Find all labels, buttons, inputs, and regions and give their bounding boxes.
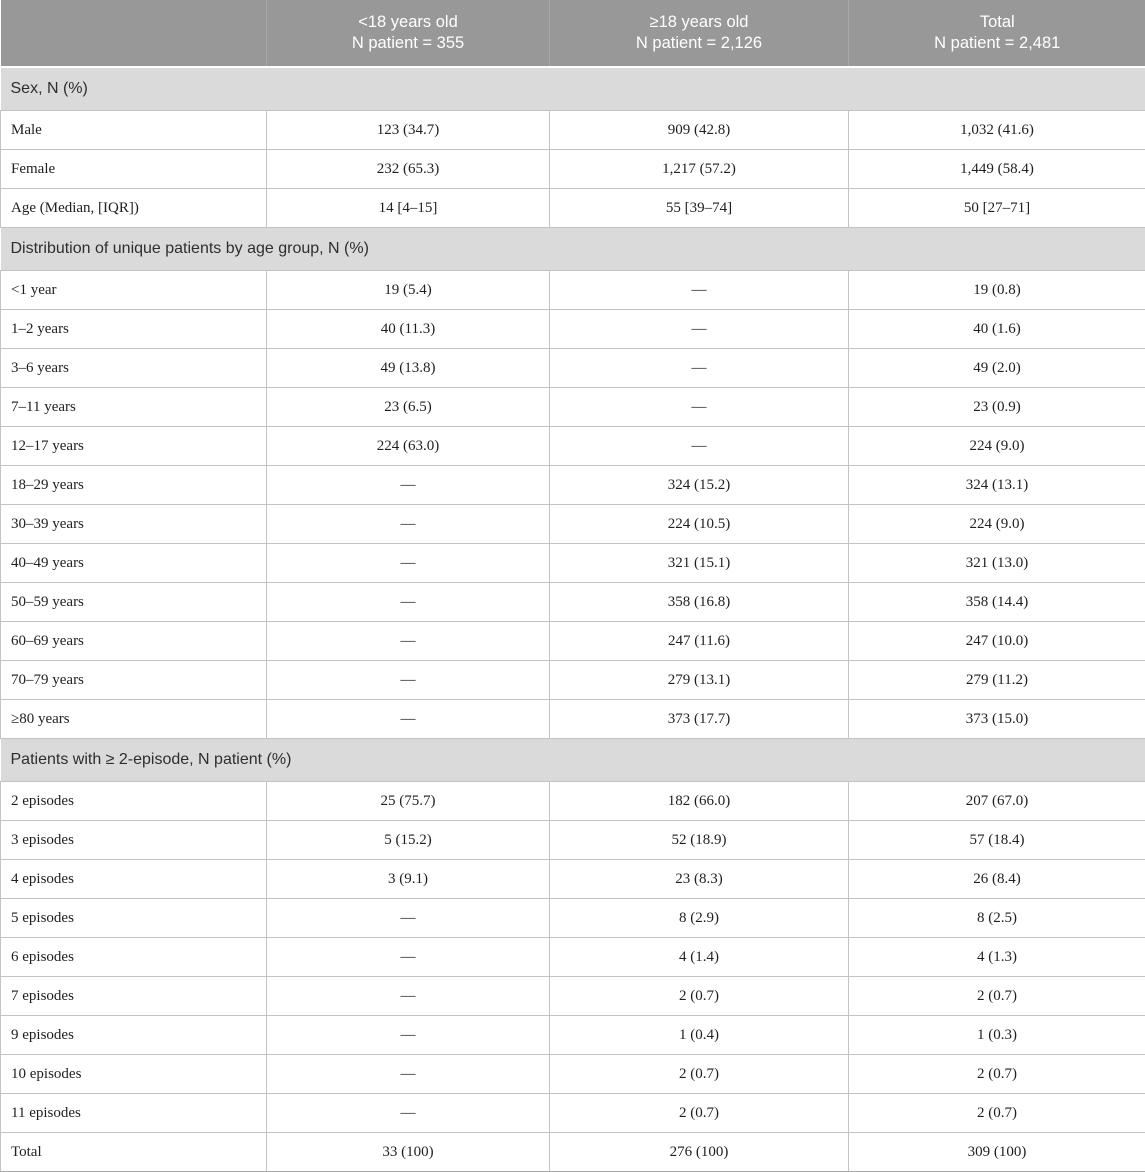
table-row	[1, 111, 1145, 150]
value-cell: 40 (1.6)	[849, 310, 1145, 349]
value-cell: 33 (100)	[267, 1133, 550, 1172]
value-cell: 224 (9.0)	[849, 505, 1145, 544]
value-cell: —	[267, 1016, 550, 1055]
section-title: Sex, N (%)	[1, 67, 1145, 111]
value-cell: 224 (63.0)	[267, 427, 550, 466]
value-cell: —	[550, 349, 849, 388]
value-cell: 5 (15.2)	[267, 821, 550, 860]
table-row	[1, 938, 1145, 977]
row-label-cell: 6 episodes	[1, 938, 267, 977]
value-cell: 19 (0.8)	[849, 271, 1145, 310]
header-subtitle: N patient = 2,481	[849, 33, 1145, 54]
value-cell: 50 [27–71]	[849, 189, 1145, 228]
value-cell: —	[267, 700, 550, 739]
value-cell: 123 (34.7)	[267, 111, 550, 150]
table-row	[1, 150, 1145, 189]
table-row	[1, 349, 1145, 388]
table-row	[1, 860, 1145, 899]
value-cell: 8 (2.5)	[849, 899, 1145, 938]
table-row	[1, 505, 1145, 544]
value-cell: —	[267, 583, 550, 622]
value-cell: 279 (11.2)	[849, 661, 1145, 700]
value-cell: 247 (11.6)	[550, 622, 849, 661]
value-cell: 247 (10.0)	[849, 622, 1145, 661]
table-row	[1, 977, 1145, 1016]
table-row	[1, 821, 1145, 860]
section-header-row	[1, 67, 1145, 111]
value-cell: —	[550, 271, 849, 310]
value-cell: 49 (2.0)	[849, 349, 1145, 388]
value-cell: —	[550, 388, 849, 427]
row-label-cell: Male	[1, 111, 267, 150]
value-cell: —	[267, 899, 550, 938]
table-row	[1, 271, 1145, 310]
header-cell	[550, 0, 849, 67]
row-label-cell: 40–49 years	[1, 544, 267, 583]
table-row	[1, 1094, 1145, 1133]
value-cell: 324 (13.1)	[849, 466, 1145, 505]
value-cell: 2 (0.7)	[849, 1055, 1145, 1094]
table-header	[1, 0, 1145, 67]
value-cell: 55 [39–74]	[550, 189, 849, 228]
value-cell: 358 (14.4)	[849, 583, 1145, 622]
row-label-cell: 5 episodes	[1, 899, 267, 938]
header-cell	[849, 0, 1145, 67]
value-cell: 321 (15.1)	[550, 544, 849, 583]
value-cell: 2 (0.7)	[550, 977, 849, 1016]
row-label-cell: 12–17 years	[1, 427, 267, 466]
table-row	[1, 1055, 1145, 1094]
value-cell: 358 (16.8)	[550, 583, 849, 622]
value-cell: 49 (13.8)	[267, 349, 550, 388]
value-cell: —	[267, 1055, 550, 1094]
value-cell: 1,449 (58.4)	[849, 150, 1145, 189]
row-label-cell: 30–39 years	[1, 505, 267, 544]
row-label-cell: 7–11 years	[1, 388, 267, 427]
table-row	[1, 700, 1145, 739]
table-row	[1, 310, 1145, 349]
value-cell: —	[267, 1094, 550, 1133]
value-cell: 40 (11.3)	[267, 310, 550, 349]
row-label-cell: 4 episodes	[1, 860, 267, 899]
value-cell: 321 (13.0)	[849, 544, 1145, 583]
value-cell: 309 (100)	[849, 1133, 1145, 1172]
table-row	[1, 1016, 1145, 1055]
row-label-cell: 70–79 years	[1, 661, 267, 700]
row-label-cell: 2 episodes	[1, 782, 267, 821]
value-cell: 25 (75.7)	[267, 782, 550, 821]
row-label-cell: 1–2 years	[1, 310, 267, 349]
header-subtitle: N patient = 2,126	[550, 33, 848, 54]
value-cell: —	[550, 310, 849, 349]
value-cell: 276 (100)	[550, 1133, 849, 1172]
header-title: Total	[849, 12, 1145, 33]
value-cell: 279 (13.1)	[550, 661, 849, 700]
value-cell: 19 (5.4)	[267, 271, 550, 310]
row-label-cell: 11 episodes	[1, 1094, 267, 1133]
row-label-cell: <1 year	[1, 271, 267, 310]
row-label-cell: 7 episodes	[1, 977, 267, 1016]
value-cell: —	[267, 938, 550, 977]
section-title: Patients with ≥ 2-episode, N patient (%)	[1, 739, 1145, 782]
row-label-cell: 9 episodes	[1, 1016, 267, 1055]
row-label-cell: 3 episodes	[1, 821, 267, 860]
value-cell: —	[550, 427, 849, 466]
section-header-row	[1, 228, 1145, 271]
value-cell: 23 (8.3)	[550, 860, 849, 899]
table-row	[1, 622, 1145, 661]
value-cell: —	[267, 661, 550, 700]
value-cell: 1,032 (41.6)	[849, 111, 1145, 150]
value-cell: —	[267, 622, 550, 661]
row-label-cell: 60–69 years	[1, 622, 267, 661]
value-cell: 909 (42.8)	[550, 111, 849, 150]
value-cell: 3 (9.1)	[267, 860, 550, 899]
table-row	[1, 583, 1145, 622]
value-cell: 224 (9.0)	[849, 427, 1145, 466]
row-label-cell: Total	[1, 1133, 267, 1172]
value-cell: 373 (15.0)	[849, 700, 1145, 739]
value-cell: —	[267, 466, 550, 505]
row-label-cell: 18–29 years	[1, 466, 267, 505]
value-cell: 2 (0.7)	[849, 1094, 1145, 1133]
table-header-row	[1, 0, 1145, 67]
value-cell: —	[267, 977, 550, 1016]
value-cell: 14 [4–15]	[267, 189, 550, 228]
table-row	[1, 544, 1145, 583]
header-title: ≥18 years old	[550, 12, 848, 33]
table-row	[1, 1133, 1145, 1172]
table-row	[1, 427, 1145, 466]
value-cell: 224 (10.5)	[550, 505, 849, 544]
value-cell: 4 (1.3)	[849, 938, 1145, 977]
value-cell: 23 (6.5)	[267, 388, 550, 427]
value-cell: 373 (17.7)	[550, 700, 849, 739]
value-cell: —	[267, 505, 550, 544]
header-subtitle: N patient = 355	[267, 33, 549, 54]
value-cell: 57 (18.4)	[849, 821, 1145, 860]
section-header-row	[1, 739, 1145, 782]
table-row	[1, 388, 1145, 427]
value-cell: 182 (66.0)	[550, 782, 849, 821]
table-body	[1, 67, 1145, 1172]
value-cell: 324 (15.2)	[550, 466, 849, 505]
row-label-cell: 50–59 years	[1, 583, 267, 622]
value-cell: 232 (65.3)	[267, 150, 550, 189]
value-cell: 23 (0.9)	[849, 388, 1145, 427]
value-cell: 26 (8.4)	[849, 860, 1145, 899]
table-row	[1, 782, 1145, 821]
row-label-cell: ≥80 years	[1, 700, 267, 739]
value-cell: 8 (2.9)	[550, 899, 849, 938]
value-cell: 1 (0.3)	[849, 1016, 1145, 1055]
table-row	[1, 466, 1145, 505]
row-label-cell: Age (Median, [IQR])	[1, 189, 267, 228]
row-label-cell: 10 episodes	[1, 1055, 267, 1094]
row-label-cell: 3–6 years	[1, 349, 267, 388]
header-title: <18 years old	[267, 12, 549, 33]
value-cell: 207 (67.0)	[849, 782, 1145, 821]
section-title: Distribution of unique patients by age group, N (%)	[1, 228, 1145, 271]
value-cell: 2 (0.7)	[550, 1055, 849, 1094]
value-cell: 2 (0.7)	[550, 1094, 849, 1133]
table-row	[1, 189, 1145, 228]
value-cell: 1,217 (57.2)	[550, 150, 849, 189]
value-cell: 52 (18.9)	[550, 821, 849, 860]
value-cell: —	[267, 544, 550, 583]
value-cell: 1 (0.4)	[550, 1016, 849, 1055]
table-row	[1, 899, 1145, 938]
value-cell: 2 (0.7)	[849, 977, 1145, 1016]
row-label-cell: Female	[1, 150, 267, 189]
header-cell	[1, 0, 267, 67]
value-cell: 4 (1.4)	[550, 938, 849, 977]
table-row	[1, 661, 1145, 700]
header-cell	[267, 0, 550, 67]
